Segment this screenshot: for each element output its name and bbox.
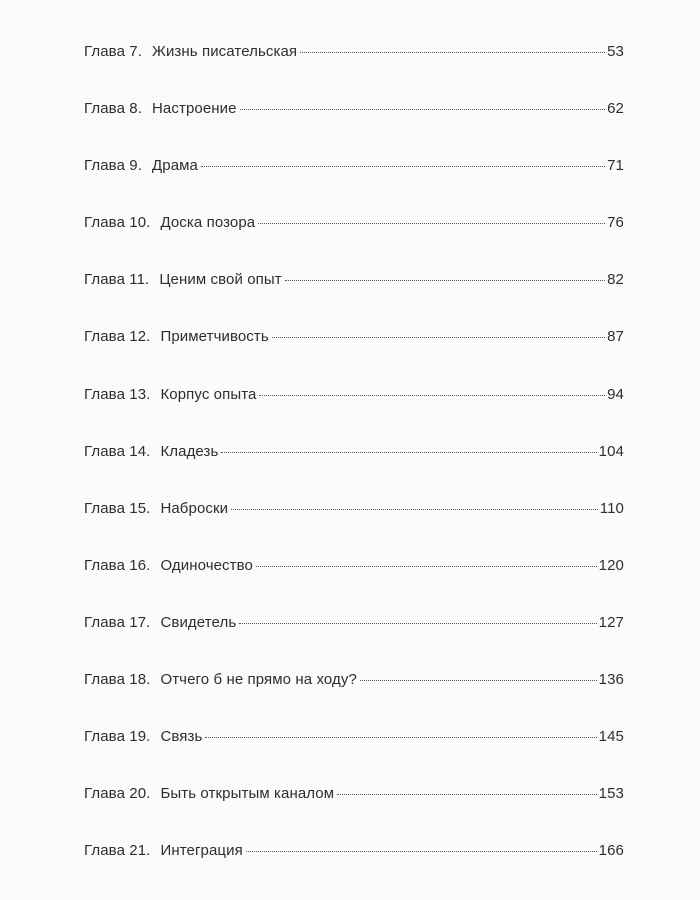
chapter-title: Кладезь [160, 442, 219, 460]
page-number: 104 [598, 442, 624, 460]
dot-leader [246, 851, 597, 852]
dot-leader [285, 280, 605, 281]
dot-leader [201, 166, 605, 167]
chapter-title: Интеграция [160, 842, 243, 860]
page-number: 82 [607, 271, 624, 289]
toc-entry [84, 100, 624, 157]
chapter-label: Глава 8. [84, 100, 142, 118]
chapter-label: Глава 12. [84, 328, 151, 346]
dot-leader [259, 395, 605, 396]
dot-leader [272, 337, 605, 338]
chapter-title: Одиночество [160, 556, 253, 574]
chapter-label: Глава 21. [84, 842, 151, 860]
chapter-label: Глава 11. [84, 271, 150, 289]
page-number: 145 [598, 728, 624, 746]
toc-entry [84, 500, 624, 557]
dot-leader [231, 509, 598, 510]
chapter-title: Отчего б не прямо на ходу? [160, 671, 357, 689]
chapter-label: Глава 17. [84, 613, 151, 631]
toc-entry [84, 157, 624, 214]
toc-entry [84, 785, 624, 842]
toc-entry [84, 271, 624, 328]
page-number: 153 [598, 785, 624, 803]
dot-leader [240, 109, 606, 110]
page-number: 71 [607, 157, 624, 175]
dot-leader [360, 680, 597, 681]
dot-leader [337, 794, 597, 795]
page-number: 166 [598, 842, 624, 860]
chapter-label: Глава 10. [84, 214, 151, 232]
dot-leader [300, 52, 605, 53]
chapter-label: Глава 14. [84, 442, 151, 460]
toc-entry [84, 443, 624, 500]
toc-entry [84, 728, 624, 785]
dot-leader [205, 737, 596, 738]
chapter-title: Быть открытым каналом [160, 785, 335, 803]
chapter-label: Глава 9. [84, 157, 142, 175]
chapter-title: Приметчивость [160, 328, 269, 346]
page-number: 136 [598, 671, 624, 689]
chapter-label: Глава 19. [84, 728, 151, 746]
page-number: 120 [598, 556, 624, 574]
chapter-label: Глава 7. [84, 43, 142, 60]
dot-leader [239, 623, 596, 624]
toc-entry [84, 214, 624, 271]
chapter-title: Драма [152, 157, 198, 175]
page-number: 110 [599, 499, 624, 517]
toc-entry [84, 386, 624, 443]
toc-entry [84, 614, 624, 671]
page-number: 127 [598, 613, 624, 631]
dot-leader [221, 452, 596, 453]
chapter-title: Настроение [152, 100, 237, 118]
chapter-title: Жизнь писательская [152, 43, 298, 60]
chapter-title: Ценим свой опыт [159, 271, 282, 289]
chapter-title: Доска позора [160, 214, 256, 232]
chapter-title: Связь [160, 728, 203, 746]
page-number: 94 [607, 385, 624, 403]
chapter-label: Глава 15. [84, 499, 151, 517]
page-number: 87 [607, 328, 624, 346]
chapter-label: Глава 16. [84, 556, 151, 574]
table-of-contents [84, 43, 624, 899]
chapter-title: Корпус опыта [160, 385, 257, 403]
dot-leader [258, 223, 605, 224]
toc-entry [84, 842, 624, 899]
page-number: 76 [607, 214, 624, 232]
toc-entry [84, 328, 624, 385]
toc-entry [84, 557, 624, 614]
chapter-label: Глава 18. [84, 671, 151, 689]
chapter-label: Глава 20. [84, 785, 151, 803]
toc-entry [84, 43, 624, 100]
chapter-title: Свидетель [160, 613, 237, 631]
chapter-label: Глава 13. [84, 385, 151, 403]
toc-entry [84, 671, 624, 728]
dot-leader [256, 566, 597, 567]
chapter-title: Наброски [160, 499, 229, 517]
page-number: 53 [607, 43, 624, 60]
page-number: 62 [607, 100, 624, 118]
